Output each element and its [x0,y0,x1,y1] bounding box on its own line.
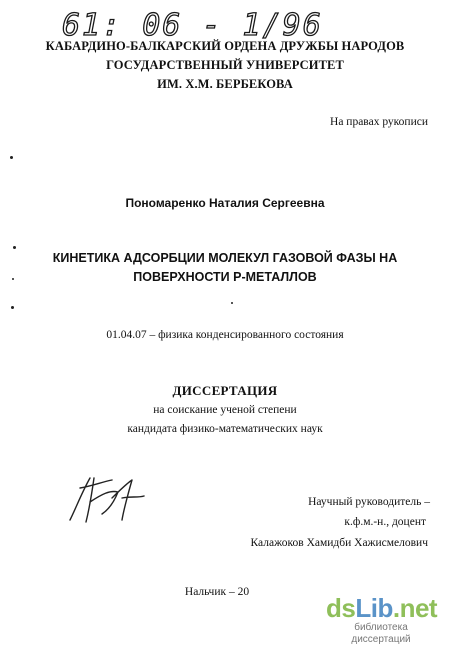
dissertation-heading: ДИССЕРТАЦИЯ [172,383,278,398]
author-name: Пономаренко Наталия Сергеевна [125,196,325,210]
signature-image [62,468,150,530]
supervisor-name: Калажоков Хамидби Хажисмелович [250,537,428,549]
manuscript-rights: На правах рукописи [330,116,428,128]
degree-line-2: кандидата физико-математических наук [127,423,323,435]
logo-brand [326,594,436,622]
logo-net: .net [392,593,438,623]
city-year: Нальчик – 20 [184,586,250,598]
logo-lib: Lib [355,593,393,623]
degree-line-1: на соискание ученой степени [153,404,297,416]
university-line-1: КАБАРДИНО-БАЛКАРСКИЙ ОРДЕНА ДРУЖБЫ НАРОДОВ [45,39,405,53]
scan-speck [10,156,13,159]
scan-speck [11,306,14,309]
university-line-2: ГОСУДАРСТВЕННЫЙ УНИВЕРСИТЕТ [106,58,344,72]
dissertation-title [0,249,450,287]
logo-tagline: библиотека диссертаций [351,622,411,645]
scan-speck [231,302,233,304]
title-line-1: КИНЕТИКА АДСОРБЦИИ МОЛЕКУЛ ГАЗОВОЙ ФАЗЫ НА [52,251,398,265]
dslib-watermark-logo [326,594,436,646]
logo-ds: ds [326,593,356,623]
title-line-2: ПОВЕРХНОСТИ Р-МЕТАЛЛОВ [133,270,317,284]
supervisor-label: Научный руководитель – [308,496,430,508]
archive-number-text: 61: 06 - 1/96 [62,8,323,43]
university-header [0,37,450,94]
specialty-code: 01.04.07 – физика конденсированного состояния [106,329,344,341]
supervisor-degree: к.ф.м.-н., доцент [344,516,426,528]
signature-svg [62,468,150,530]
university-line-3: ИМ. Х.М. БЕРБЕКОВА [157,77,293,91]
